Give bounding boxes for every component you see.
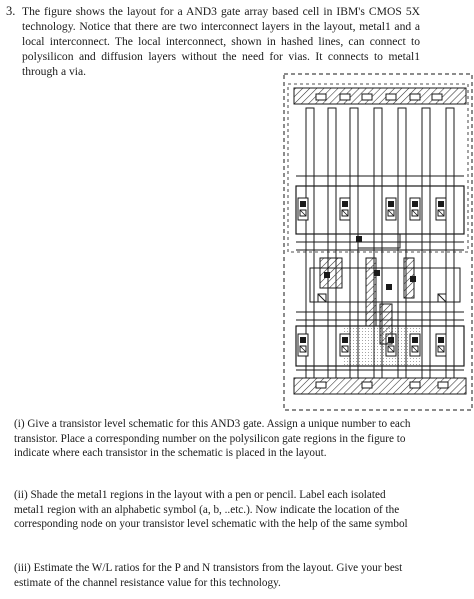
question-intro: The figure shows the layout for a AND3 gate array based cell in IBM's CMOS 5X technology. Notice that there are two interconnect layers in the layout, metal1 and a local interconnect. The local interconnect, shown in hashed lines, can connect to polysilicon and diffusion layers without the need for vias. It connects to metal1 through a via. [22, 5, 420, 78]
and3-layout-figure [262, 72, 474, 412]
part-iii-text: (iii) Estimate the W/L ratios for the P and N transistors from the layout. Give your best estimate of the channel resistance value for this technology. [14, 562, 403, 589]
pwell-boundary [288, 84, 468, 252]
part-i-text: (i) Give a transistor level schematic for this AND3 gate. Assign a unique number to each transistor. Place a corresponding number on the polysilicon gate regions in the figure to indicate where each transistor in the schematic is placed in the layout. [14, 418, 411, 460]
part-ii-text: (ii) Shade the metal1 regions in the layout with a pen or pencil. Label each isolated metal1 region with an alphabetic symbol (a, b, ..etc.). Now indicate the location of the corresponding node on your transistor level schematic with the help of the same symbol [14, 489, 408, 531]
question-number: 3. [6, 4, 16, 18]
local-interconnect [320, 258, 342, 288]
